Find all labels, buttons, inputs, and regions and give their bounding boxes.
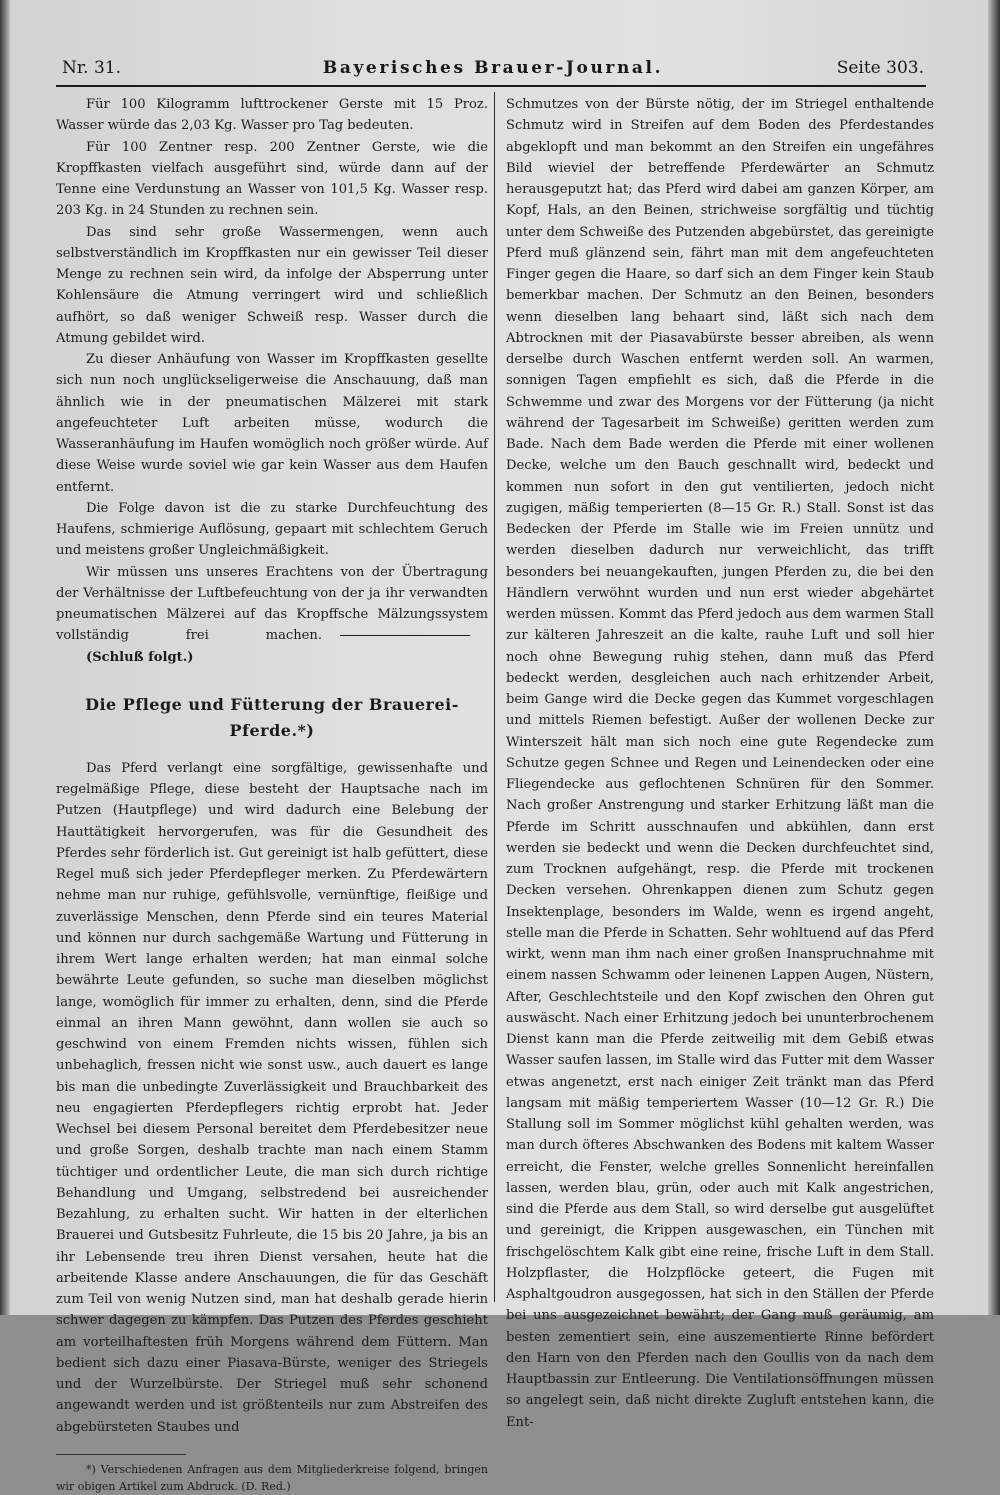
footnote-rule — [56, 1454, 186, 1455]
conclusion-note: (Schluß folgt.) — [86, 649, 194, 665]
page-number: Seite 303. — [836, 58, 924, 78]
paragraph-text: Wir müssen uns unseres Erachtens von der Übertragung der Verhältnisse der Luftbefeuchtung von der ja ihr verwandten pneumatischen Mälzerei auf das Kropffsche Mälzungssystem vollständig frei machen. — [56, 564, 488, 644]
paragraph: Schmutzes von der Bürste nötig, der im Striegel enthaltende Schmutz wird in Streifen auf dem Boden des Pferdestandes abgeklopft und man bekommt an den Streifen ein ungefähres Bild wieviel der betreffende Pferdewärter an Schmutz herausgeputzt hat; das Pferd wird dabei am ganzen Körper, am Kopf, Hals, an den Beinen, strichweise sorgfältig und tüchtig unter dem Schweiße des Putzenden abgebürstet, das gereinigte Pferd muß glänzend sein, fährt man mit dem angefeuchteten Finger gegen die Haare, so darf sich an dem Finger kein Staub bemerkbar machen. Der Schmutz an den Beinen, besonders wenn dieselben lang behaart sind, läßt sich nach dem Abtrocknen mit der Piasavabürste besser abreiben, als wenn derselbe durch Waschen entfernt werden soll. An warmen, sonnigen Tagen empfiehlt es sich, daß die Pferde in die Schwemme und zwar des Morgens vor der Fütterung (ja nicht während der Tagesarbeit im Schweiße) geritten werden zum Bade. Nach dem Bade werden die Pferde mit einer wollenen Decke, welche um den Bauch geschnallt wird, bedeckt und kommen nun sofort in den gut ventilierten, jedoch nicht zugigen, mäßig temperierten (8—15 Gr. R.) Stall. Sonst ist das Bedecken der Pferde im Stalle wie im Freien unnütz und werden dieselben dadurch nur verweichlicht, das trifft besonders bei neuangekauften, jungen Pferden zu, die bei den Händlern verwöhnt wurden und nun erst wieder abgehärtet werden müssen. Kommt das Pferd jedoch aus dem warmen Stall zur kälteren Jahreszeit an die kalte, rauhe Luft und soll hier noch ohne Bewegung ruhig stehen, dann muß das Pferd bedeckt werden, desgleichen auch nach erhitzender Arbeit, beim Gange wird die Decke gegen das Kummet vorgeschlagen und mittels Riemen befestigt. Außer der wollenen Decke zur Winterszeit hält man sich noch eine gute Regendecke zum Schutze gegen Schnee und Regen und Leinendecken oder eine Fliegendecke aus geflochtenen Schnüren für den Sommer. Nach großer Anstrengung und starker Erhitzung läßt man die Pferde im Schritt ausschnaufen und abkühlen, dann erst werden sie bedeckt und wenn die Decken durchfeuchtet sind, zum Trocknen aufgehängt, resp. die Pferde mit trockenen Decken versehen. Ohrenkappen dienen zum Schutz gegen Insektenplage, besonders im Walde, wenn es irgend angeht, stelle man die Pferde in Schatten. Sehr wohltuend auf das Pferd wirkt, wenn man ihm nach einer großen Inanspruchnahme mit einem nassen Schwamm oder leinenen Lappen Augen, Nüstern, After, Geschlechtsteile und den Kopf zwischen den Ohren gut auswäscht. Nach einer Erhitzung jedoch bei ununterbrochenem Dienst kann man die Pferde zeitweilig mit dem Gebiß etwas Wasser saufen lassen, im Stalle wird das Futter mit dem Wasser etwas angenetzt, erst nach einiger Zeit tränkt man das Pferd langsam mit mäßig temperiertem Wasser (10—12 Gr. R.) Die Stallung soll im Sommer möglichst kühl gehalten werden, was man durch öfteres Abschwanken des Bodens mit kaltem Wasser erreicht, die Fenster, welche grelles Sonnenlicht hereinfallen lassen, werden blau, grün, oder auch mit Kalk angestrichen, sind die Pferde aus dem Stall, so wird derselbe gut ausgelüftet und gereinigt, die Krippen ausgewaschen, ein Tünchen mit frischgelöschtem Kalk gibt eine reine, frische Luft in dem Stall. Holzpflaster, die Holzpflöcke geteert, die Fugen mit Asphaltgoudron ausgegossen, hat sich in den Ställen der Pferde bei uns ausgezeichnet bewährt; der Gang muß geräumig, am besten zementiert sein, eine auszementierte Rinne befördert den Harn von den Pferden nach den Goullis von da nach dem Hauptbassin zur Entleerung. Die Ventilationsöffnungen müssen so angelegt sein, daß nicht direkte Zugluft entstehen kann, die Ent- — [506, 97, 934, 1430]
separator-rule — [340, 635, 470, 636]
right-column — [506, 94, 934, 1433]
page-header — [62, 58, 924, 84]
paragraph: Die Folge davon ist die zu starke Durchfeuchtung des Haufens, schmierige Auflösung, gepaart mit schlechtem Geruch und meistens großer Ungleichmäßigkeit. — [56, 500, 488, 559]
header-rule — [56, 85, 926, 87]
footnote: *) Verschiedenen Anfragen aus dem Mitgliederkreise folgend, bringen wir obigen Artikel zum Abdruck. (D. Red.) — [56, 1462, 488, 1493]
article-title: Die Pflege und Fütterung der Brauerei-Pferde.*) — [85, 694, 459, 740]
column-rule — [494, 92, 495, 1302]
issue-number: Nr. 31. — [62, 58, 121, 78]
paragraph: Zu dieser Anhäufung von Wasser im Kropffkasten gesellte sich nun noch unglückseligerweise die Anschauung, daß man ähnlich wie in der pneumatischen Mälzerei mit stark angefeuchteter Luft arbeiten müsse, wodurch die Wasseranhäufung im Haufen womöglich noch größer würde. Auf diese Weise wurde soviel wie gar kein Wasser aus dem Haufen entfernt. — [56, 352, 488, 495]
paragraph — [56, 562, 488, 668]
article-paragraph: Das Pferd verlangt eine sorgfältige, gewissenhafte und regelmäßige Pflege, diese besteht der Hauptsache nach im Putzen (Hautpflege) und wird dadurch eine Belebung der Hauttätigkeit hervorgerufen, was für die Gesundheit des Pferdes sehr förderlich ist. Gut gereinigt ist halb gefüttert, diese Regel muß sich jeder Pferdepfleger merken. Zu Pferdewärtern nehme man nur ruhige, gefühlsvolle, vernünftige, fleißige und zuverlässige Menschen, denn Pferde sind ein teures Material und können nur durch sachgemäße Wartung und Fütterung in ihrem Wert lange erhalten werden; hat man einmal solche bewährte Leute gefunden, so suche man dieselben möglichst lange, womöglich für immer zu erhalten, denn, sind die Pferde einmal an ihren Mann gewöhnt, dann wollen sie auch so geschwind von einem Fremden nichts wissen, fühlen sich unbehaglich, fressen nicht wie sonst usw., auch dauert es lange bis man die unbedingte Zuverlässigkeit und Brauchbarkeit des neu engagierten Pferdepflegers richtig erprobt hat. Jeder Wechsel bei diesem Personal bereitet dem Pferdebesitzer neue und große Sorgen, deshalb trachte man nach einem Stamm tüchtiger und ordentlicher Leute, die man sich durch richtige Behandlung und Umgang, selbstredend bei ausreichender Bezahlung, zu erhalten sucht. Wir hatten in der elterlichen Brauerei und Gutsbesitz Fuhrleute, die 15 bis 20 Jahre, ja bis an ihr Lebensende treu ihren Dienst versahen, heute hat die arbeitende Klasse andere Anschauungen, die für das Geschäft zum Teil von wenig Nutzen sind, man hat deshalb gerade hierin schwer dagegen zu kämpfen. Das Putzen des Pferdes geschieht am vorteilhaftesten früh Morgens während dem Füttern. Man bedient sich dazu einer Piasava-Bürste, weniger des Striegels und der Wurzelbürste. Der Striegel muß sehr schonend angewandt werden und ist größtenteils nur zum Abstreifen des abgebürsteten Staubes und — [56, 760, 488, 1435]
paragraph: Für 100 Zentner resp. 200 Zentner Gerste, wie die Kropffkasten vielfach ausgeführt sind, würde dann auf der Tenne eine Verdunstung an Wasser von 101,5 Kg. Wasser resp. 203 Kg. in 24 Stunden zu rechnen sein. — [56, 139, 488, 219]
paragraph: Das sind sehr große Wassermengen, wenn auch selbstverständlich im Kropffkasten nur ein gewisser Teil dieser Menge zu rechnen sein wird, da infolge der Absperrung unter Kohlensäure die Atmung verringert wird und schließlich aufhört, so daß weniger Schweiß resp. Wasser durch die Atmung gebildet wird. — [56, 224, 488, 346]
left-column — [56, 94, 488, 1495]
paragraph: Für 100 Kilogramm lufttrockener Gerste mit 15 Proz. Wasser würde das 2,03 Kg. Wasser pro Tag bedeuten. — [56, 97, 488, 134]
journal-title: Bayerisches Brauer-Journal. — [322, 58, 664, 78]
